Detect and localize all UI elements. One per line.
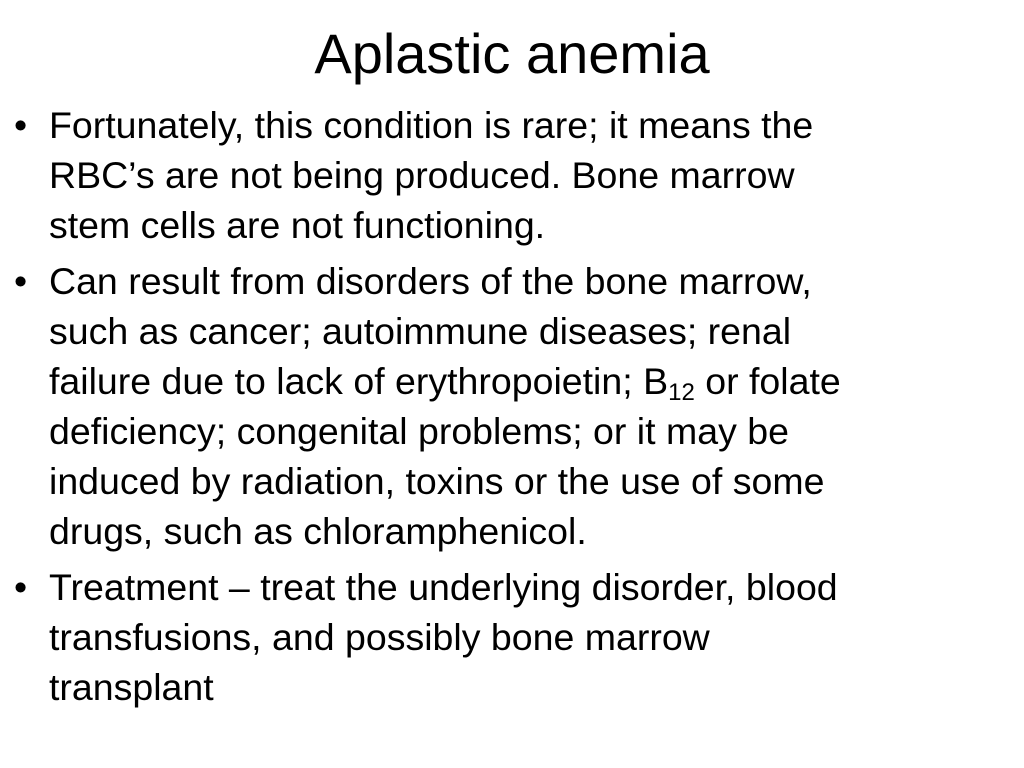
bullet-text-line: transplant <box>49 666 214 708</box>
text-before-subscript: failure due to lack of erythropoietin; B <box>49 360 669 402</box>
bullet-item-treatment <box>14 562 1019 712</box>
bullet-icon: • <box>14 104 28 146</box>
bullet-text-line: stem cells are not functioning. <box>49 204 546 246</box>
bullet-text-line-with-subscript <box>49 356 1019 406</box>
bullet-item-rarity <box>14 100 1019 250</box>
bullet-text-line: such as cancer; autoimmune diseases; renal <box>49 310 792 352</box>
bullet-text-line: deficiency; congenital problems; or it may be <box>49 410 789 452</box>
text-after-subscript: or folate <box>694 360 841 402</box>
bullet-icon: • <box>14 260 28 302</box>
subscript-12: 12 <box>668 379 695 406</box>
bullet-text-line: induced by radiation, toxins or the use of some <box>49 460 825 502</box>
bullet-icon: • <box>14 566 28 608</box>
bullet-item-causes <box>14 256 1019 556</box>
bullet-text-line: RBC’s are not being produced. Bone marrow <box>49 154 795 196</box>
bullet-text-line: Treatment – treat the underlying disorder, blood <box>49 566 838 608</box>
bullet-text-line: Fortunately, this condition is rare; it means the <box>49 104 814 146</box>
bullet-text-line: Can result from disorders of the bone marrow, <box>49 260 812 302</box>
bullet-list <box>14 100 1019 718</box>
bullet-text-line: drugs, such as chloramphenicol. <box>49 510 587 552</box>
slide-title: Aplastic anemia <box>314 22 710 85</box>
bullet-text-line: transfusions, and possibly bone marrow <box>49 616 710 658</box>
